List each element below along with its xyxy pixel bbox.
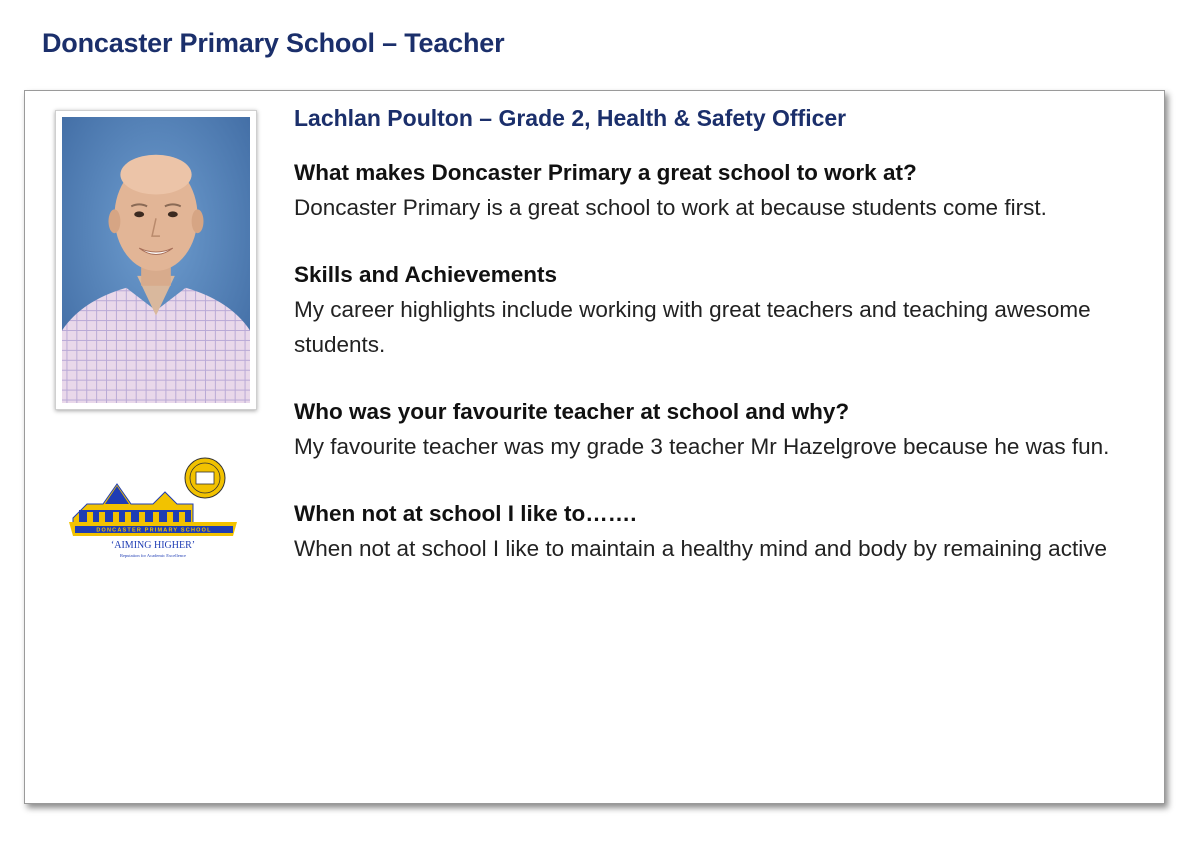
qa-section (294, 394, 1154, 464)
teacher-photo-frame (55, 110, 257, 410)
profile-card (24, 90, 1165, 804)
qa-section (294, 496, 1154, 566)
answer-text: My career highlights include working with great teachers and teaching awesome students. (294, 297, 1091, 357)
question-heading: When not at school I like to……. (294, 501, 637, 526)
logo-banner-text: DONCASTER PRIMARY SCHOOL (96, 527, 212, 534)
logo-tagline: Reputation for Academic Excellence (119, 553, 187, 558)
answer-text: Doncaster Primary is a great school to work at because students come first. (294, 195, 1047, 220)
school-logo (65, 456, 241, 562)
page-title: Doncaster Primary School – Teacher (42, 28, 505, 58)
teacher-photo (62, 117, 250, 403)
profile-content (294, 105, 1154, 598)
question-heading: What makes Doncaster Primary a great school to work at? (294, 160, 917, 185)
logo-motto: ‘AIMING HIGHER’ (110, 540, 196, 551)
teacher-name-role: Lachlan Poulton – Grade 2, Health & Safety Officer (294, 105, 847, 131)
question-heading: Skills and Achievements (294, 262, 558, 287)
qa-section (294, 155, 1154, 225)
question-heading: Who was your favourite teacher at school and why? (294, 399, 850, 424)
answer-text: When not at school I like to maintain a healthy mind and body by remaining active (294, 536, 1107, 561)
qa-section (294, 257, 1154, 362)
answer-text: My favourite teacher was my grade 3 teacher Mr Hazelgrove because he was fun. (294, 434, 1110, 459)
